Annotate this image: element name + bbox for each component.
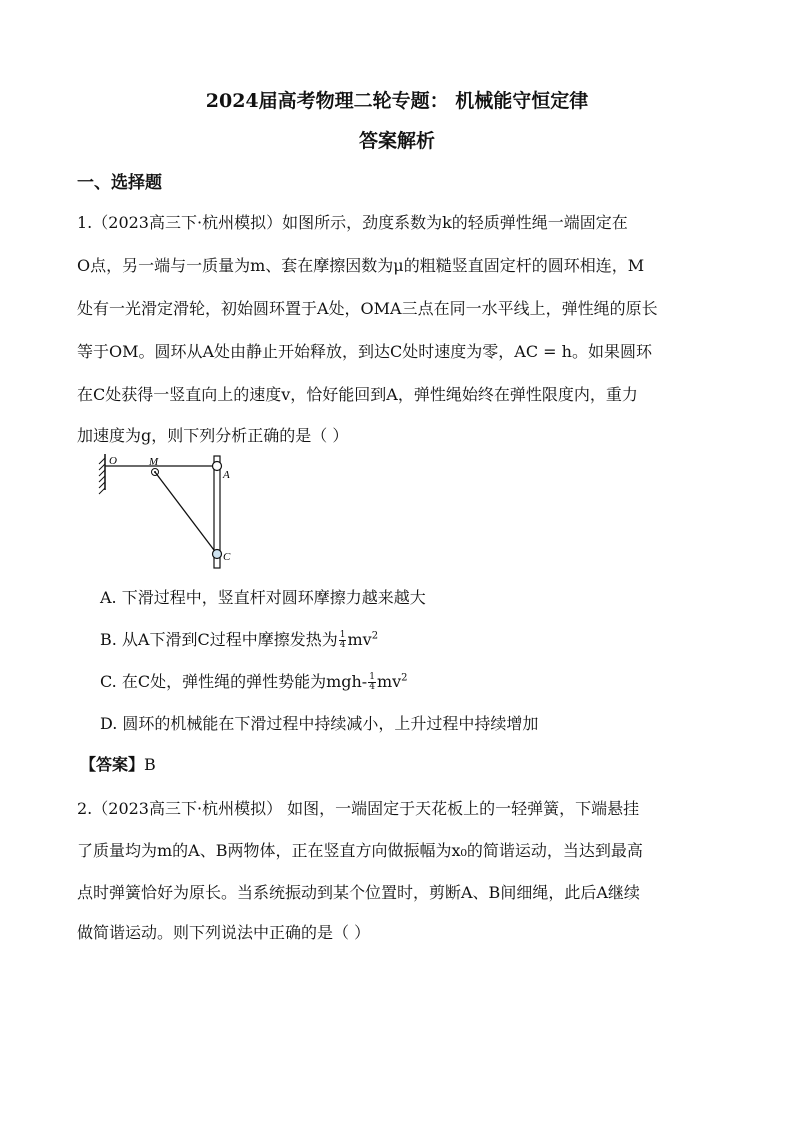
page-title: 2024届高考物理二轮专题： 机械能守恒定律 [205, 90, 589, 112]
option-b: B. 从A下滑到C过程中摩擦发热为 $\frac{1}{4}$ $mv^2$ [100, 630, 379, 650]
option-c-expr: mv [376, 672, 402, 691]
ring-c-icon [213, 550, 222, 559]
q1-figure [95, 450, 245, 572]
q2-line-1: 2.（2023高三下·杭州模拟） 如图，一端固定于天花板上的一轻弹簧，下端悬挂 [77, 799, 640, 818]
option-a: A. 下滑过程中，竖直杆对圆环摩擦力越来越大 [100, 588, 426, 607]
ring-a-icon [213, 462, 222, 471]
option-c-text: C. 在C处，弹性绳的弹性势能为mgh- [100, 672, 368, 691]
q1-line-1: 1.（2023高三下·杭州模拟）如图所示，劲度系数为k的轻质弹性绳一端固定在 [77, 213, 628, 232]
label-a: A [223, 469, 230, 481]
section-heading: 一、选择题 [77, 173, 162, 193]
label-m: M [149, 456, 159, 468]
q2-line-4: 做简谐运动。则下列说法中正确的是（ ） [77, 923, 371, 942]
label-o: O [109, 455, 117, 467]
option-b-text: B. 从A下滑到C过程中摩擦发热为 [100, 630, 338, 649]
q1-line-3: 处有一光滑定滑轮，初始圆环置于A处，OMA三点在同一水平线上，弹性绳的原长 [77, 299, 658, 318]
option-b-expr: mv [347, 630, 372, 649]
q1-line-6: 加速度为g，则下列分析正确的是（ ） [77, 426, 349, 445]
page-subtitle: 答案解析 [358, 130, 435, 152]
answer-line [80, 752, 156, 775]
q1-line-5: 在C处获得一竖直向上的速度v，恰好能回到A，弹性绳始终在弹性限度内，重力 [77, 385, 638, 404]
cord-diagonal [155, 472, 217, 554]
answer-label: 【答案】 [80, 755, 145, 774]
option-d: D. 圆环的机械能在下滑过程中持续减小，上升过程中持续增加 [100, 714, 539, 733]
answer-value: B [144, 755, 156, 774]
option-b-fraction: $\frac{1}{4}$ [339, 630, 346, 650]
label-c: C [223, 551, 231, 563]
option-c: C. 在C处，弹性绳的弹性势能为mgh- $\frac{1}{4}$ $mv^2$ [100, 672, 408, 692]
q1-line-2: O点，另一端与一质量为m、套在摩擦因数为μ的粗糙竖直固定杆的圆环相连，M [77, 256, 645, 275]
q2-line-2: 了质量均为m的A、B两物体，正在竖直方向做振幅为x₀的简谐运动，当达到最高 [77, 841, 643, 860]
option-c-fraction: $\frac{1}{4}$ [369, 672, 375, 692]
q2-line-3: 点时弹簧恰好为原长。当系统振动到某个位置时，剪断A、B间细绳，此后A继续 [77, 883, 640, 902]
wall-hatch [99, 458, 105, 494]
q1-line-4: 等于OM。圆环从A处由静止开始释放，到达C处时速度为零，AC = h。如果圆环 [77, 342, 652, 361]
